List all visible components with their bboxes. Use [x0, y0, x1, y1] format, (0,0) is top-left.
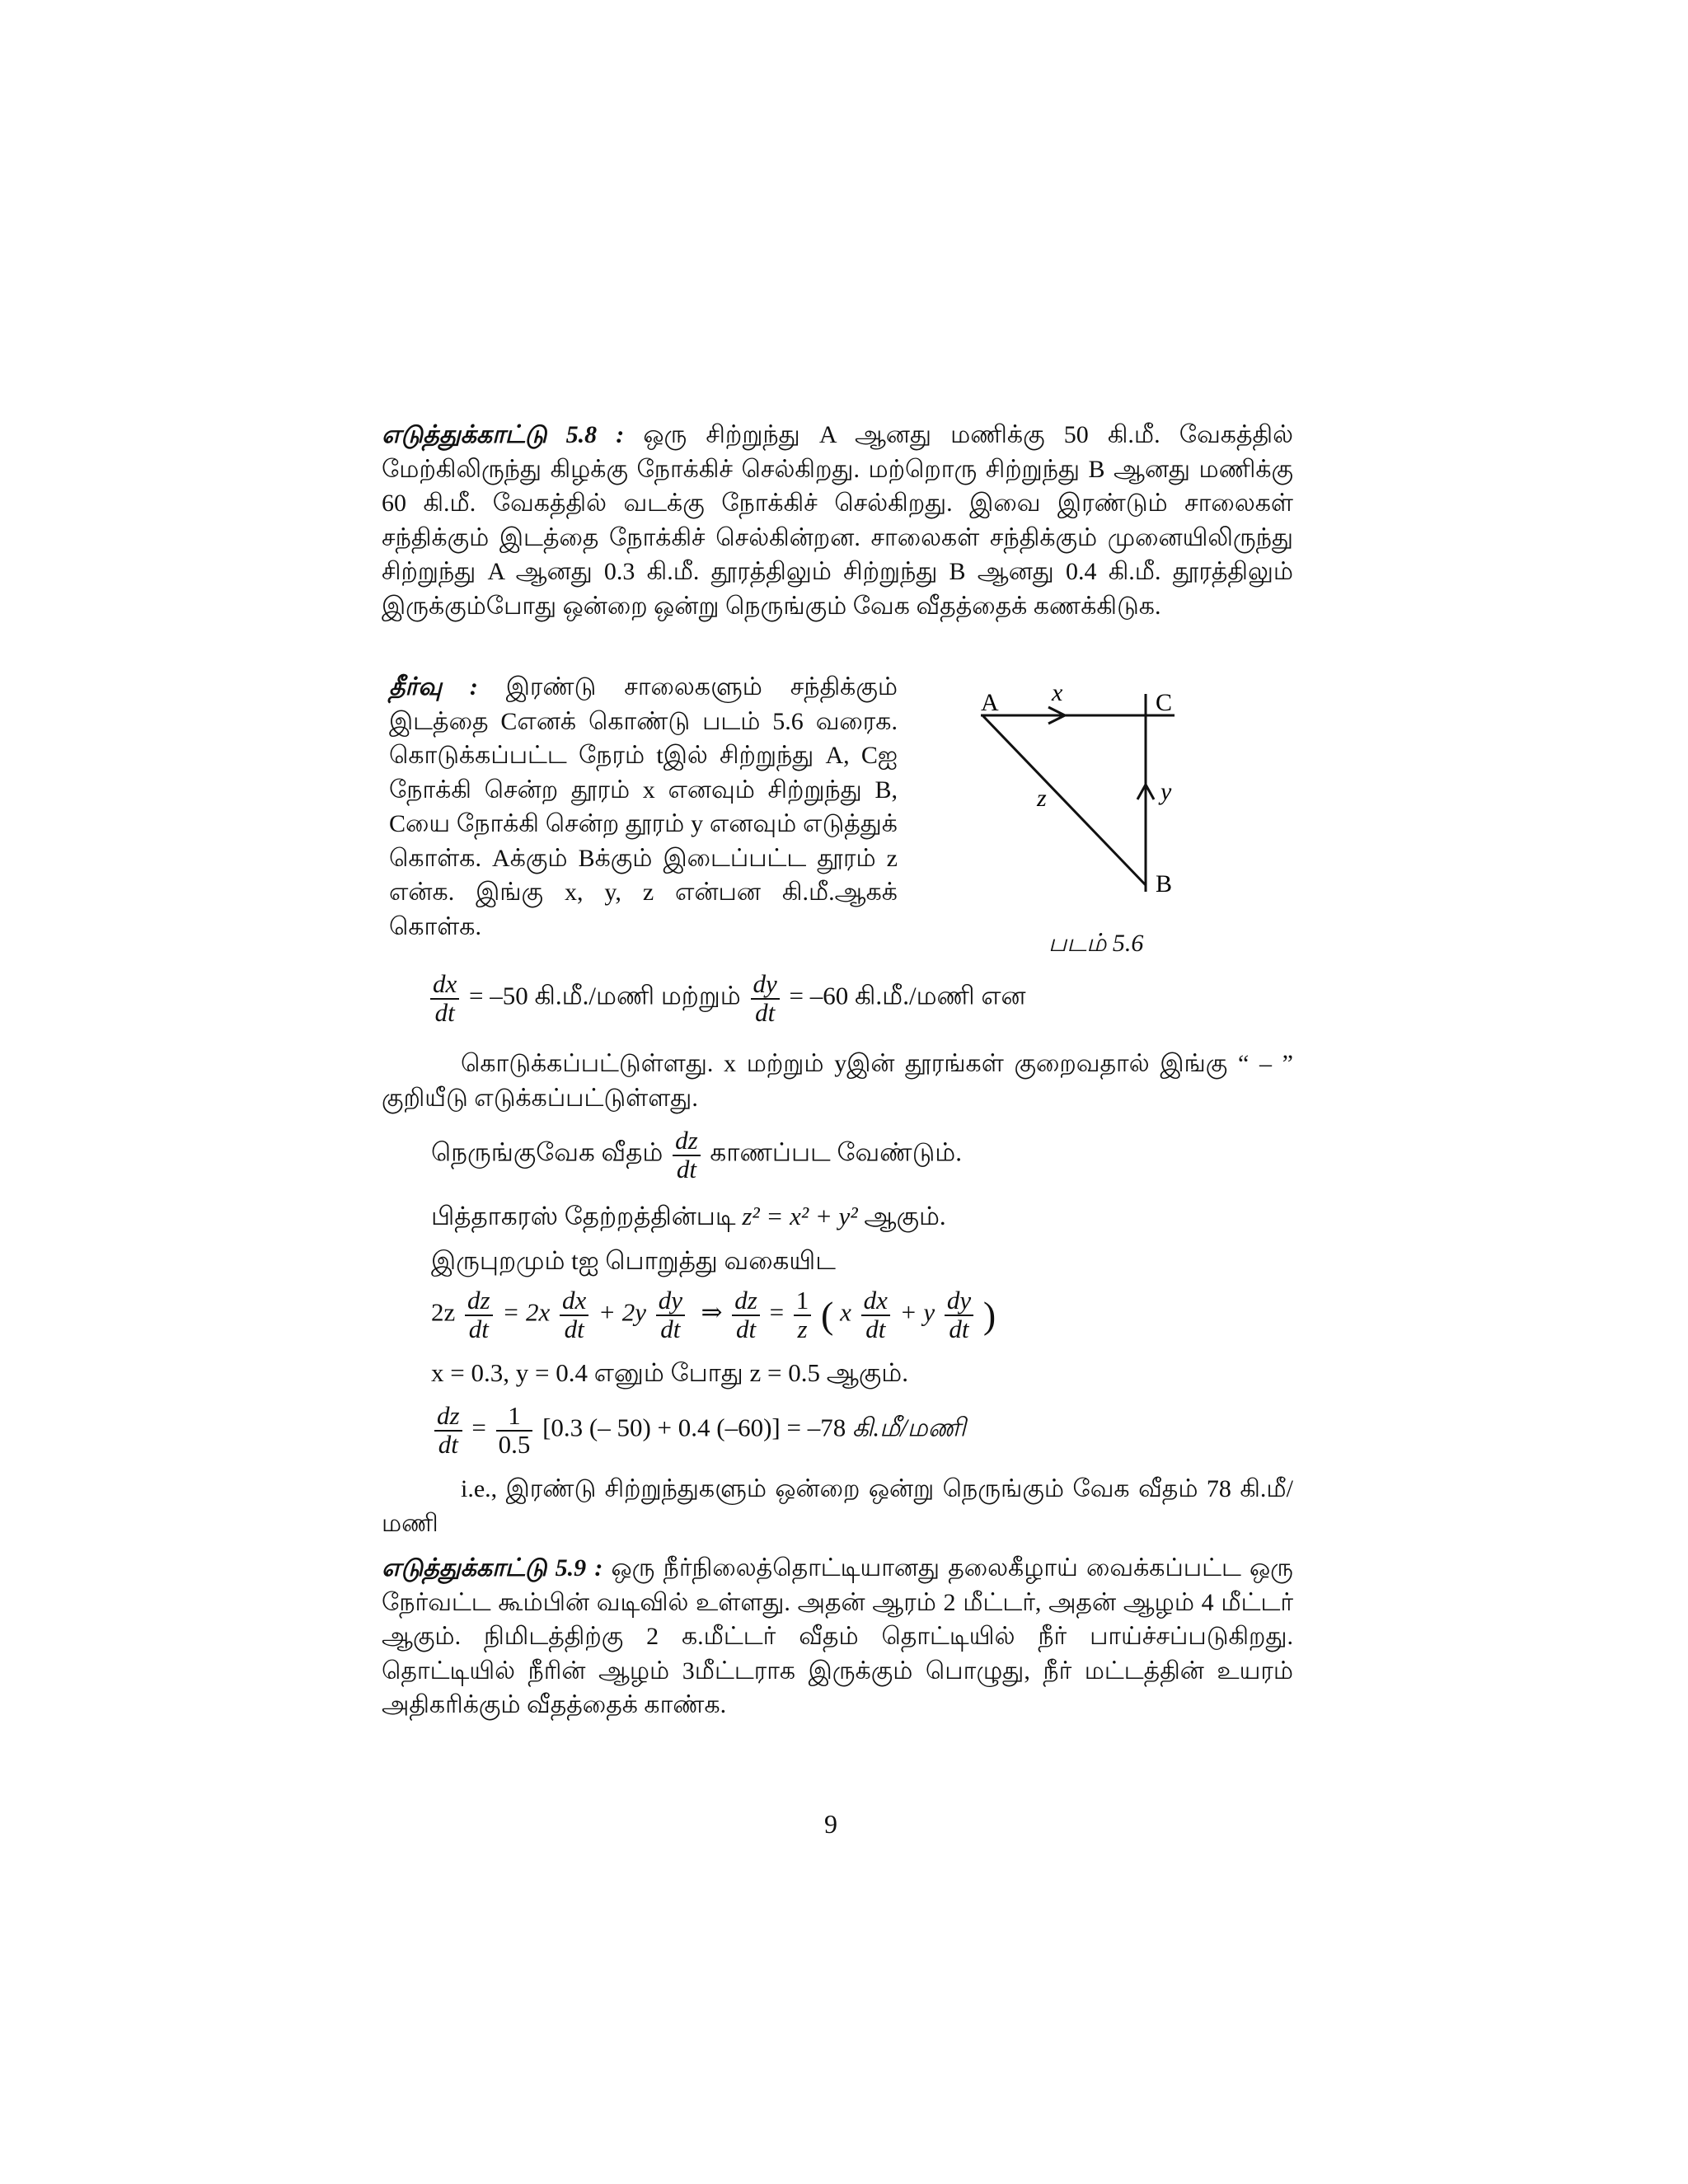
fraction-num: dz [434, 1403, 462, 1432]
fraction-num: dz [732, 1287, 760, 1316]
fraction-num: dy [751, 971, 780, 1000]
example-5-8 [382, 418, 1293, 623]
fraction-den: dt [660, 1314, 681, 1343]
example-5-9-label: எடுத்துக்காட்டு 5.9 : [382, 1554, 603, 1582]
paren-close: ) [982, 1294, 996, 1337]
fraction-num: 1 [794, 1287, 812, 1316]
point-a-label: A [981, 689, 999, 716]
fraction-num: dx [560, 1287, 588, 1316]
equation-text: + y [899, 1297, 935, 1327]
paren-open: ( [821, 1294, 834, 1337]
fraction-den: dt [468, 1314, 489, 1343]
example-5-9-text: ஒரு நீர்நிலைத்தொட்டியானது தலைகீழாய் வைக்கப்பட்ட ஒரு நேர்வட்ட கூம்பின் வடிவில் உள்ளது. அதன் ஆரம் 2 மீட்டர், அதன் ஆழம் 4 மீட்டர் ஆகும். நிமிடத்திற்கு 2 க.மீட்டர் வீதம் தொட்டியில் நீர் பாய்ச்சப்படுகிறது. தொட்டியில் நீரின் ஆழம் 3மீட்டராக இருக்கும் பொழுது, நீர் மட்டத்தின் உயரம் அதிகரிக்கும் வீதத்தைக் காண்க. [382, 1554, 1293, 1718]
figure-5-6 [948, 676, 1195, 915]
fraction-dz-dt [434, 1403, 462, 1458]
fraction-num: dz [465, 1287, 493, 1316]
fraction-den: dt [564, 1314, 584, 1343]
rate-line [431, 1127, 962, 1183]
fraction-den: dt [676, 1154, 696, 1183]
page-number: 9 [824, 1809, 837, 1839]
values-line: x = 0.3, y = 0.4 எனும் போது z = 0.5 ஆகும். [431, 1358, 908, 1387]
point-b-label: B [1156, 870, 1173, 898]
fraction-dy-dt [751, 971, 780, 1026]
fraction-den: dt [865, 1314, 886, 1343]
figure-caption: படம் 5.6 [1048, 930, 1144, 957]
rate-line-text: நெருங்குவேக வீதம் [431, 1137, 663, 1167]
fraction-num: dx [861, 1287, 890, 1316]
unit-text: கி.மீ/மணி [851, 1413, 966, 1442]
fraction-dx-dt [861, 1287, 890, 1343]
solution-paragraph [389, 670, 898, 944]
equation-result [431, 1403, 966, 1458]
equation-text: [0.3 (– 50) + 0.4 (–60)] = –78 [542, 1413, 846, 1442]
differentiate-line: இருபுறமும் tஐ பொறுத்து வகையிட [431, 1246, 836, 1275]
fraction-den: dt [755, 997, 776, 1027]
equation-text: = –50 கி.மீ./மணி மற்றும் [469, 981, 741, 1010]
example-5-8-label: எடுத்துக்காட்டு 5.8 : [382, 421, 625, 448]
fraction-dz-dt [673, 1127, 701, 1183]
point-c-label: C [1156, 689, 1173, 716]
fraction-num: dx [430, 971, 459, 1000]
fraction-den: dt [735, 1314, 757, 1343]
conclusion: i.e., இரண்டு சிற்றுந்துகளும் ஒன்றை ஒன்று நெருங்கும் வேக வீதம் 78 கி.மீ/மணி [382, 1475, 1293, 1537]
fraction-den: 0.5 [498, 1429, 531, 1459]
fraction-dx-dt [430, 971, 459, 1026]
x-label: x [1052, 679, 1063, 706]
equation-text: = –60 கி.மீ./மணி என [789, 981, 1026, 1010]
fraction-num: dy [656, 1287, 685, 1316]
line-ab [982, 715, 1146, 885]
implies-symbol: ⇒ [701, 1297, 723, 1327]
pythagoras-equation: z² = x² + y² [742, 1202, 858, 1230]
equation-text: = [471, 1413, 486, 1442]
fraction-dy-dt [945, 1287, 973, 1343]
equation-text: + 2y [598, 1297, 646, 1327]
pythagoras-text: பித்தாகரஸ் தேற்றத்தின்படி [431, 1202, 736, 1230]
fraction-num: dz [673, 1127, 701, 1156]
pythagoras-line [431, 1202, 946, 1235]
fraction-dz-dt [465, 1287, 493, 1343]
fraction-den: dt [438, 1429, 458, 1459]
sign-note: கொடுக்கப்பட்டுள்ளது. x மற்றும் yஇன் தூரங்கள் குறைவதால் இங்கு “ – ” குறியீடு எடுக்கப்பட்டுள்ளது. [382, 1050, 1293, 1112]
pythagoras-text: ஆகும். [864, 1202, 946, 1230]
equation-velocities [427, 971, 1026, 1026]
fraction-num: dy [945, 1287, 973, 1316]
solution-label: தீர்வு : [389, 673, 478, 701]
y-label: y [1160, 778, 1172, 805]
equation-text: x [840, 1297, 851, 1327]
fraction-num: 1 [496, 1403, 533, 1432]
equation-text: = 2x [502, 1297, 551, 1327]
equation-text: = [769, 1297, 785, 1327]
fraction-dz-dt [732, 1287, 760, 1343]
example-5-8-text: ஒரு சிற்றுந்து A ஆனது மணிக்கு 50 கி.மீ. வேகத்தில் மேற்கிலிருந்து கிழக்கு நோக்கிச் செல்கிறது. மற்றொரு சிற்றுந்து B ஆனது மணிக்கு 60 கி.மீ. வேகத்தில் வடக்கு நோக்கிச் செல்கிறது. இவை இரண்டும் சாலைகள் சந்திக்கும் இடத்தை நோக்கிச் செல்கின்றன. சாலைகள் சந்திக்கும் முனையிலிருந்து சிற்றுந்து A ஆனது 0.3 கி.மீ. தூரத்திலும் சிற்றுந்து B ஆனது 0.4 கி.மீ. தூரத்திலும் இருக்கும்போது ஒன்றை ஒன்று நெருங்கும் வேக வீதத்தைக் கணக்கிடுக. [382, 421, 1293, 620]
equation-text: 2z [431, 1297, 456, 1327]
solution-text: இரண்டு சாலைகளும் சந்திக்கும் இடத்தை Cஎனக் கொண்டு படம் 5.6 வரைக. கொடுக்கப்பட்ட நேரம் tஇல் சிற்றுந்து A, Cஐ நோக்கி சென்ற தூரம் x எனவும் சிற்றுந்து B, Cயை நோக்கி சென்ற தூரம் y எனவும் எடுத்துக் கொள்க. Aக்கும் Bக்கும் இடைப்பட்ட தூரம் z என்க. இங்கு x, y, z என்பன கி.மீ.ஆகக் கொள்க. [389, 673, 898, 940]
rate-line-text: காணப்பட வேண்டும். [710, 1137, 962, 1167]
example-5-9 [382, 1551, 1293, 1722]
fraction-dx-dt [560, 1287, 588, 1343]
fraction-1-0-5 [496, 1403, 533, 1458]
fraction-dy-dt [656, 1287, 685, 1343]
fraction-den: dt [949, 1314, 969, 1343]
fraction-den: dt [434, 997, 455, 1027]
equation-derivative [431, 1287, 996, 1343]
fraction-den: z [797, 1314, 808, 1343]
fraction-1-z [794, 1287, 812, 1343]
z-label: z [1037, 785, 1047, 812]
